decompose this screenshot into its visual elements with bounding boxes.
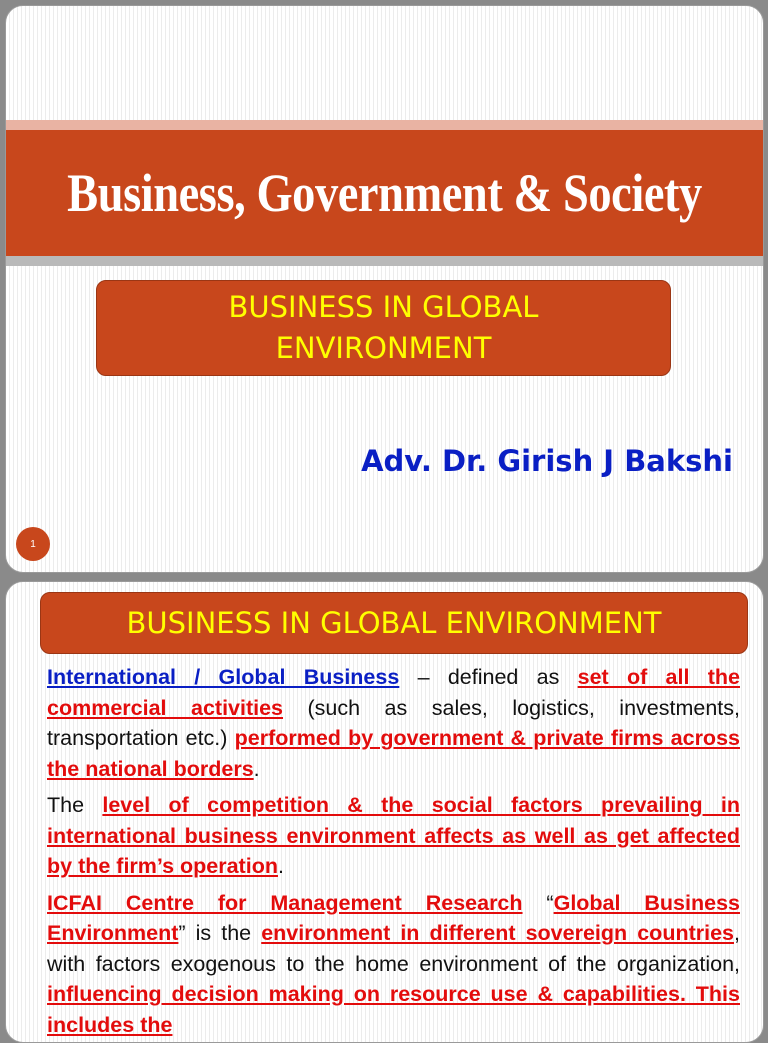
text-span: , with factors exogenous to the home environment of the organization, xyxy=(47,921,740,976)
author-name: Adv. Dr. Girish J Bakshi xyxy=(361,444,733,478)
paragraph-2 xyxy=(47,790,740,882)
emphasis-span: ICFAI Centre for Management Research xyxy=(47,890,523,915)
slide-body xyxy=(47,662,740,1043)
emphasis-span: level of competition & the social factors prevailing in international business environment affects as well as get affected by the firm’s operation xyxy=(47,793,740,878)
emphasis-span: set of all the commercial activities xyxy=(47,665,740,720)
emphasis-span: environment in different sovereign countries xyxy=(261,921,734,945)
paragraph-1 xyxy=(47,662,740,784)
banner-top-stripe xyxy=(6,120,763,130)
slide-header: BUSINESS IN GLOBAL ENVIRONMENT xyxy=(40,592,748,654)
emphasis-span: Global Business Environment xyxy=(47,890,740,945)
slide-2 xyxy=(5,581,764,1043)
text-span: . xyxy=(253,756,260,781)
text-span: “ xyxy=(522,890,554,915)
text-span: ” is the xyxy=(178,921,262,945)
text-span: The xyxy=(47,793,103,817)
emphasis-span: performed by government & private firms across the national borders xyxy=(47,726,740,781)
subtitle-text: BUSINESS IN GLOBAL ENVIRONMENT xyxy=(228,290,539,365)
text-span: . xyxy=(277,854,284,878)
banner-bottom-stripe xyxy=(6,256,763,266)
text-span: (such as sales, logistics, investments, transportation etc.) xyxy=(47,695,740,750)
term-international-business: International / Global Business xyxy=(47,665,400,689)
text-span: – defined as xyxy=(399,665,578,689)
subtitle-box xyxy=(96,280,671,376)
paragraph-3 xyxy=(47,888,740,1041)
page-number-badge: 1 xyxy=(16,527,50,561)
emphasis-span: influencing decision making on resource use & capabilities. This includes the xyxy=(47,982,740,1037)
slide-title: Business, Government & Society xyxy=(67,163,702,223)
slide-1 xyxy=(5,5,764,573)
